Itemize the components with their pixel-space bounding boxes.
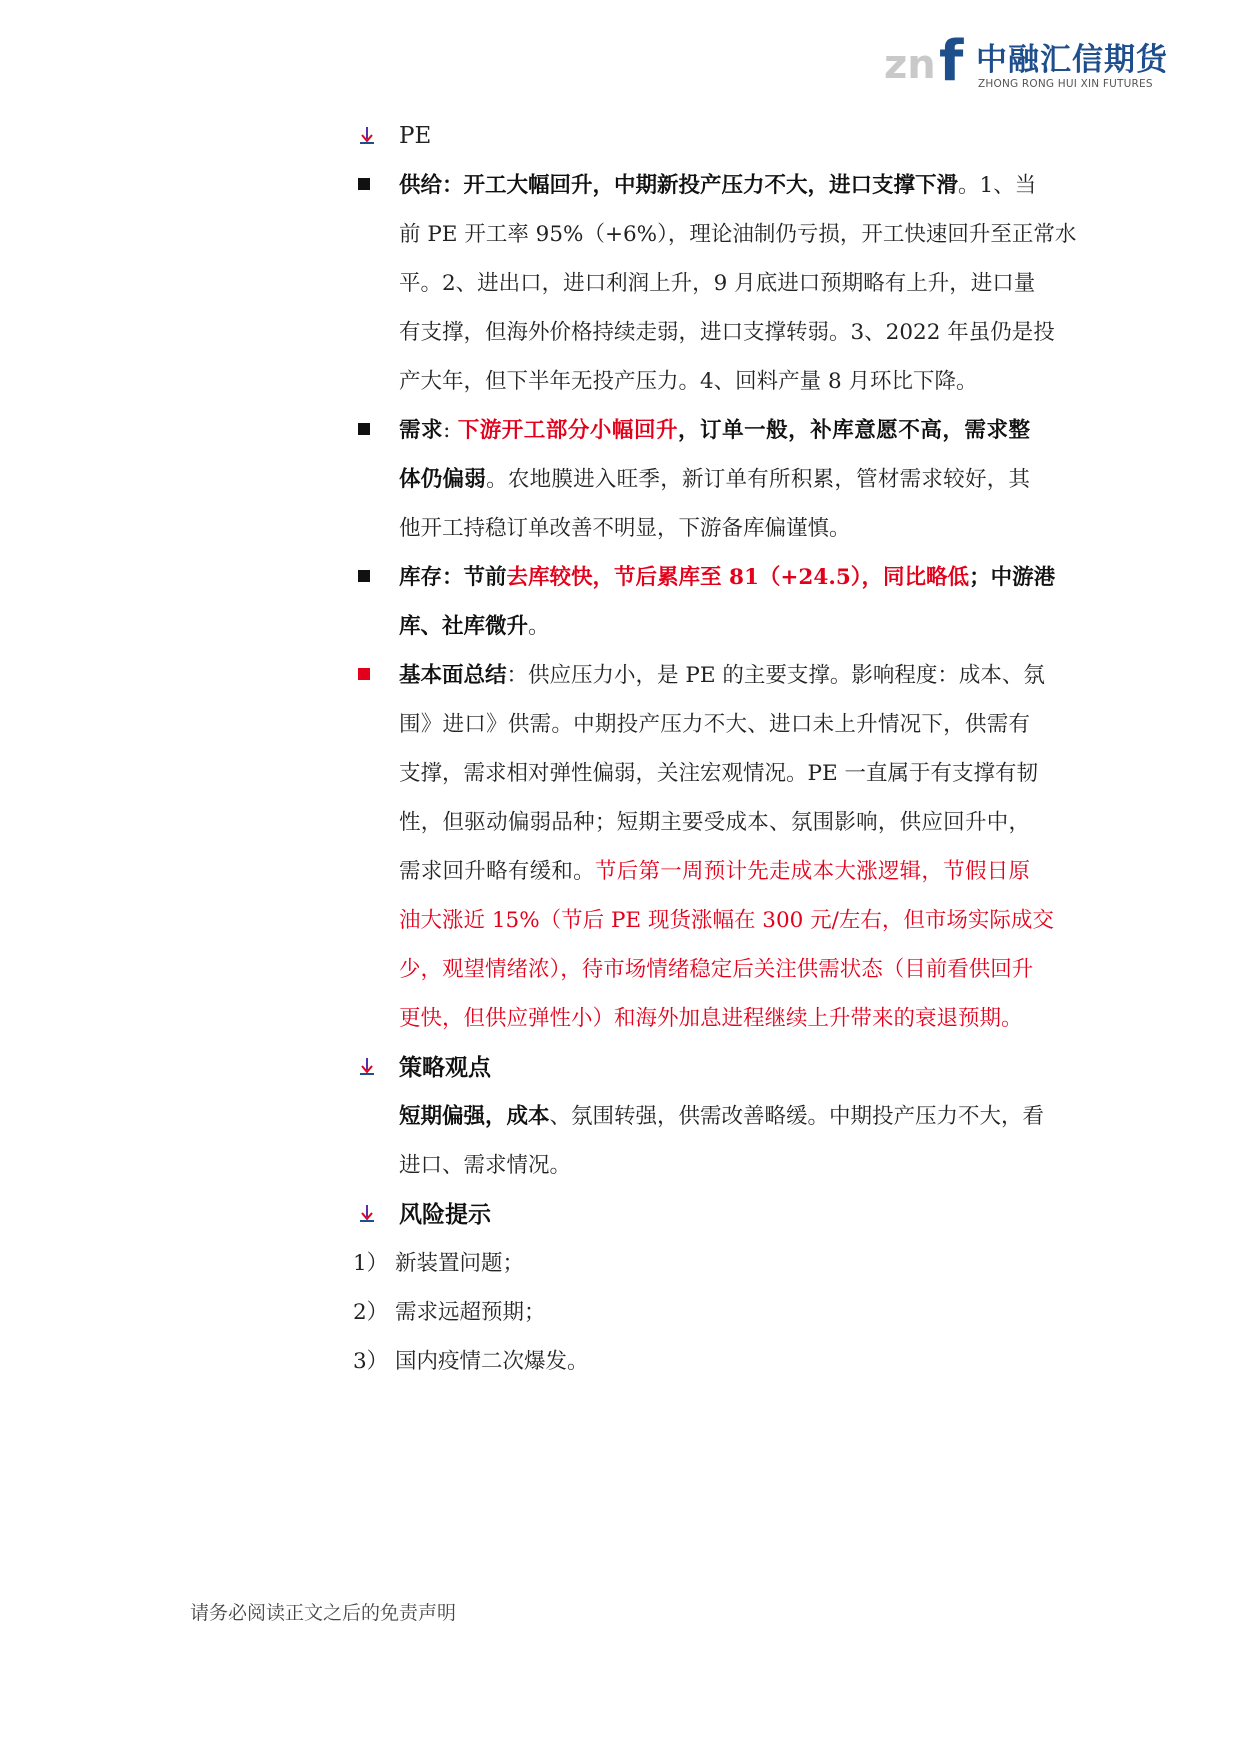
svg-text:zn: zn xyxy=(884,42,936,88)
summary-line-4: 性，但驱动偏弱品种；短期主要受成本、氛围影响，供应回升中， xyxy=(399,810,1030,835)
square-bullet-icon xyxy=(358,570,370,582)
inventory-line-2: 库、社库微升。 xyxy=(399,614,550,639)
square-bullet-icon xyxy=(358,178,370,190)
risk-item: 2） 需求远超预期； xyxy=(353,1300,546,1325)
company-name-cn: 中融汇信期货 xyxy=(976,42,1168,78)
demand-line-2: 体仍偏弱。农地膜进入旺季，新订单有所积累，管材需求较好，其 xyxy=(399,467,1030,492)
company-name-en: ZHONG RONG HUI XIN FUTURES xyxy=(978,78,1153,90)
strategy-line-1: 短期偏强，成本、氛围转强，供需改善略缓。中期投产压力不大，看 xyxy=(399,1104,1045,1129)
company-logo xyxy=(884,30,1174,94)
znf-logo-icon xyxy=(884,30,974,94)
arrow-bullet-icon xyxy=(358,126,376,146)
arrow-bullet-icon xyxy=(358,1057,376,1077)
risk-item: 3） 国内疫情二次爆发。 xyxy=(353,1349,589,1374)
square-bullet-icon xyxy=(358,423,370,435)
disclaimer-footer: 请务必阅读正文之后的免责声明 xyxy=(190,1602,457,1624)
inventory-paragraph: 库存：节前去库较快，节后累库至 81（+24.5），同比略低；中游港 xyxy=(350,553,1030,602)
supply-line-5: 产大年，但下半年无投产压力。4、回料产量 8 月环比下降。 xyxy=(399,369,978,394)
summary-line-7: 少，观望情绪浓），待市场情绪稳定后关注供需状态（目前看供回升 xyxy=(399,957,1034,982)
supply-line-3: 平。2、进出口，进口利润上升，9 月底进口预期略有上升，进口量 xyxy=(399,271,1036,296)
report-content xyxy=(350,112,1077,1386)
strategy-heading: 策略观点 xyxy=(350,1043,1030,1092)
summary-line-8: 更快，但供应弹性小）和海外加息进程继续上升带来的衰退预期。 xyxy=(399,1006,1023,1031)
supply-line-2: 前 PE 开工率 95%（+6%），理论油制仍亏损，开工快速回升至正常水 xyxy=(399,222,1077,247)
risk-heading: 风险提示 xyxy=(350,1190,1030,1239)
red-square-bullet-icon xyxy=(358,668,370,680)
pe-heading: PE xyxy=(350,112,1030,161)
summary-line-5: 需求回升略有缓和。节后第一周预计先走成本大涨逻辑，节假日原 xyxy=(399,859,1030,884)
demand-paragraph: 需求: 下游开工部分小幅回升，订单一般，补库意愿不高，需求整 xyxy=(350,406,1030,455)
summary-paragraph: 基本面总结：供应压力小，是 PE 的主要支撑。影响程度：成本、氛 xyxy=(350,651,1030,700)
summary-line-3: 支撑，需求相对弹性偏弱，关注宏观情况。PE 一直属于有支撑有韧 xyxy=(399,761,1038,786)
summary-line-6: 油大涨近 15%（节后 PE 现货涨幅在 300 元/左右，但市场实际成交 xyxy=(399,908,1054,933)
supply-line-4: 有支撑，但海外价格持续走弱，进口支撑转弱。3、2022 年虽仍是投 xyxy=(399,320,1055,345)
summary-line-2: 围》进口》供需。中期投产压力不大、进口未上升情况下，供需有 xyxy=(399,712,1030,737)
svg-text:f: f xyxy=(939,30,964,94)
demand-line-3: 他开工持稳订单改善不明显，下游备库偏谨慎。 xyxy=(399,516,851,541)
arrow-bullet-icon xyxy=(358,1204,376,1224)
supply-paragraph: 供给：开工大幅回升，中期新投产压力不大，进口支撑下滑。1、当 xyxy=(350,161,1030,210)
strategy-line-2: 进口、需求情况。 xyxy=(399,1153,572,1178)
risk-item: 1） 新装置问题； xyxy=(353,1251,525,1276)
